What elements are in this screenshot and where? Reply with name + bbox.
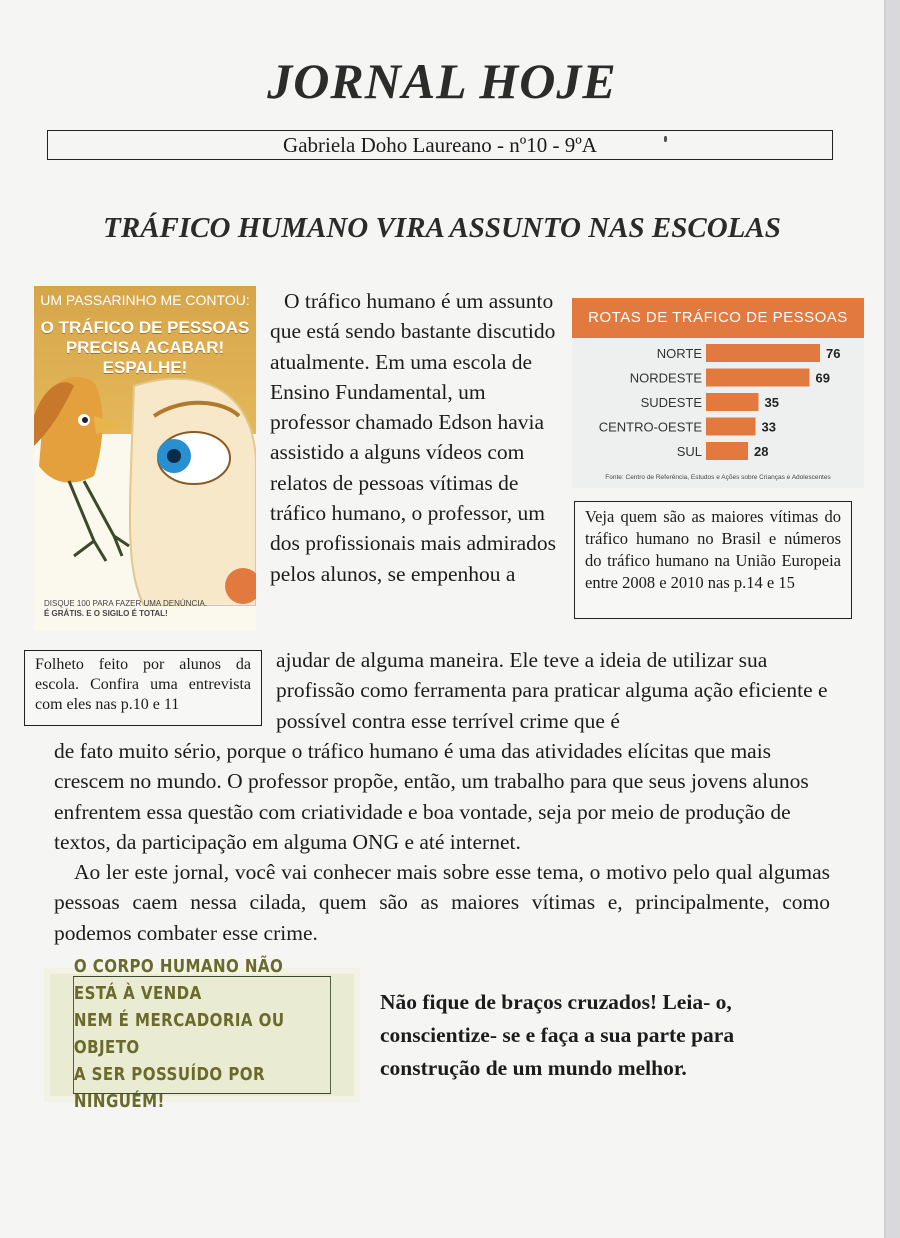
chart-title: ROTAS DE TRÁFICO DE PESSOAS (572, 298, 864, 338)
article-column-mid (276, 645, 836, 736)
masthead: JORNAL HOJE (267, 53, 617, 109)
poster-illustration (34, 346, 256, 606)
eye-pupil (167, 449, 181, 463)
chart-plot (572, 338, 864, 474)
chart-bar (706, 369, 810, 387)
bird-beak (94, 416, 126, 434)
slogan-sign (44, 957, 360, 1112)
chart-bar (706, 393, 759, 411)
article-paragraph: Ao ler este jornal, você vai conhecer mais sobre esse tema, o motivo pelo qual algumas pessoas caem nessa cilada, quem são as maiores vítimas e, principalmente, como podemos combater esse crime. (54, 860, 830, 945)
chart-source: Fonte: Centro de Referência, Estudos e Ações sobre Crianças e Adolescentes (605, 474, 831, 481)
chart-category-label: NORDESTE (629, 370, 702, 386)
chart-value-label: 76 (826, 346, 841, 361)
article-column-full (54, 736, 830, 948)
chart-bar (706, 344, 820, 362)
chart-category-label: SUDESTE (640, 395, 702, 410)
slogan-line: NEM É MERCADORIA OU OBJETO (73, 1011, 285, 1058)
poster-footer-line: DISQUE 100 PARA FAZER UMA DENÚNCIA. (44, 599, 208, 608)
chart-category-label: NORTE (656, 346, 702, 361)
byline: Gabriela Doho Laureano - nº10 - 9ºA (47, 130, 833, 160)
article-paragraph: ajudar de alguma maneira. Ele teve a ideia de utilizar sua profissão como ferramenta para praticar alguma ação eficiente e possível contra esse terrível crime que é (276, 648, 828, 733)
chart-bar (706, 442, 748, 460)
call-to-action: Não fique de braços cruzados! Leia- o, conscientize- se e faça a sua parte para construção de um mundo melhor. (380, 990, 735, 1080)
article-column-narrow (270, 286, 566, 589)
chart-value-label: 33 (761, 419, 776, 435)
chart-value-label: 28 (754, 444, 769, 459)
bird-pupil (82, 417, 88, 423)
chart-category-label: SUL (676, 444, 702, 459)
poster-slogan-line: O TRÁFICO DE PESSOAS (40, 318, 250, 337)
bird-legs (69, 481, 129, 561)
poster-caption: Folheto feito por alunos da escola. Confira uma entrevista com eles nas p.10 e 11 (24, 650, 262, 726)
poster-footer (44, 599, 254, 619)
campaign-poster (34, 286, 256, 631)
headline: TRÁFICO HUMANO VIRA ASSUNTO NAS ESCOLAS (103, 212, 781, 244)
poster-slogan-line: PRECISA ACABAR! (65, 338, 225, 357)
chart-value-label: 69 (815, 370, 830, 386)
slogan-line: A SER POSSUÍDO POR NINGUÉM! (73, 1065, 266, 1112)
poster-slogan-line: ESPALHE! (102, 358, 188, 377)
paper-speck (664, 136, 667, 142)
article-paragraph: O tráfico humano é um assunto que está sendo bastante discutido atualmente. Em uma escola de Ensino Fundamental, um professor chamado Edson havia assistido a alguns vídeos com relatos de pessoas vítimas de tráfico humano, o professor, um dos profissionais mais admirados pelos alunos, se empenhou a (270, 289, 557, 586)
chart-caption: Veja quem são as maiores vítimas do tráfico humano no Brasil e números do tráfico humano na União Europeia entre 2008 e 2010 nas p.14 e 15 (574, 501, 852, 619)
slogan-line: O CORPO HUMANO NÃO ESTÁ À VENDA (73, 957, 284, 1004)
chart-bar (706, 418, 756, 436)
chart-category-label: CENTRO-OESTE (598, 419, 702, 435)
routes-chart (572, 298, 864, 488)
poster-footer-line: É GRÁTIS. E O SIGILO É TOTAL! (44, 609, 168, 618)
article-paragraph: de fato muito sério, porque o tráfico humano é uma das atividades elícitas que mais crescem no mundo. O professor propõe, então, um trabalho para que seus jovens alunos enfrentem essa questão com criatividade e boa vontade, seja por meio de produção de textos, da participação em alguma ONG e até internet. (54, 739, 809, 854)
slogan-sign-text (73, 957, 331, 1112)
chart-value-label: 35 (764, 395, 779, 410)
poster-top-line: UM PASSARINHO ME CONTOU: (40, 292, 250, 308)
